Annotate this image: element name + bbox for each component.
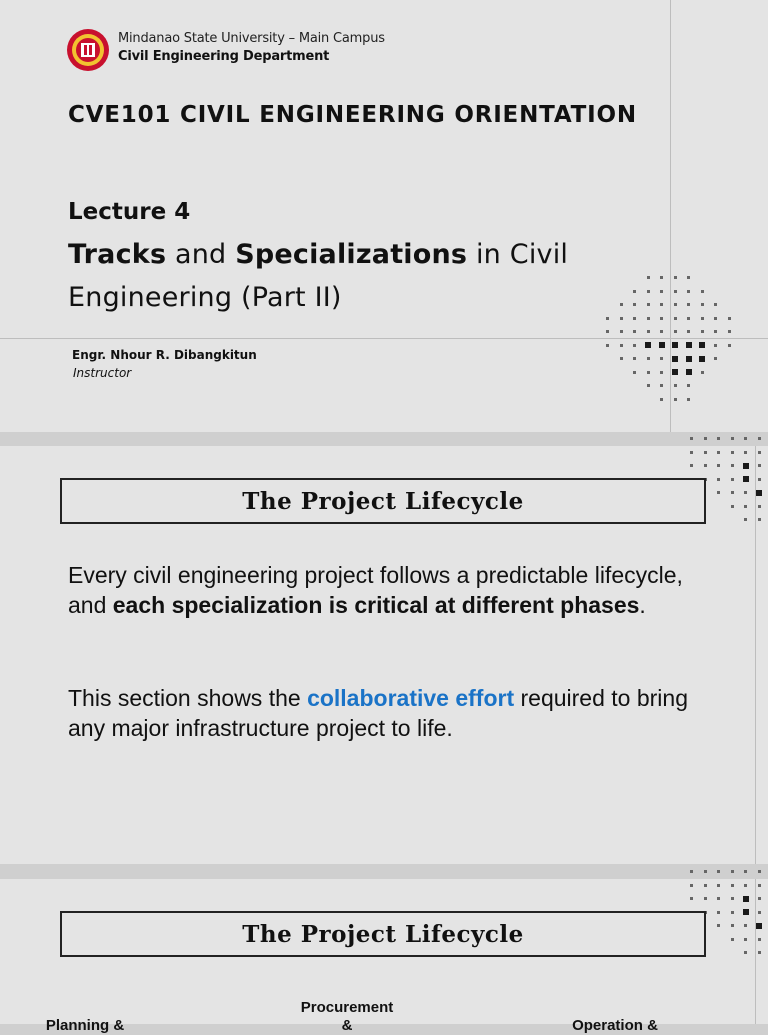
decorative-dot [660, 317, 663, 320]
decorative-dot [674, 290, 677, 293]
decorative-dot [758, 451, 761, 454]
decorative-dot [731, 478, 734, 481]
decorative-dot [660, 303, 663, 306]
title-bold-specializations: Specializations [235, 239, 468, 270]
decorative-dot [744, 870, 747, 873]
decorative-dot [758, 518, 761, 521]
divider-horizontal [0, 338, 768, 339]
decorative-dot [633, 357, 636, 360]
decorative-dot [699, 342, 705, 348]
decorative-dot [717, 884, 720, 887]
decorative-dot [758, 951, 761, 954]
decorative-dot [744, 437, 747, 440]
decorative-dot [620, 330, 623, 333]
decorative-dot [620, 303, 623, 306]
decorative-dot [758, 911, 761, 914]
decorative-dot [704, 464, 707, 467]
decorative-dot [647, 290, 650, 293]
decorative-dot [728, 330, 731, 333]
decorative-dot [731, 911, 734, 914]
decorative-dot [659, 342, 665, 348]
decorative-dot [647, 303, 650, 306]
decorative-dot [731, 451, 734, 454]
decorative-dot [620, 344, 623, 347]
decorative-dot [717, 491, 720, 494]
decorative-dot [690, 451, 693, 454]
divider-vertical [670, 0, 671, 432]
p1-start: Every civil engineering project follows a predictable lifecycle, and [68, 562, 683, 618]
decorative-dot [687, 398, 690, 401]
p2-end: required to bring any major infrastructure project to life. [68, 685, 688, 741]
decorative-dot [647, 317, 650, 320]
decorative-dot [743, 909, 749, 915]
title-rest: in Civil Engineering (Part II) [68, 239, 569, 313]
decorative-dot [731, 938, 734, 941]
decorative-dot [744, 924, 747, 927]
decorative-dot [714, 357, 717, 360]
decorative-dot [672, 356, 678, 362]
decorative-dot [660, 290, 663, 293]
decorative-dot [606, 317, 609, 320]
decorative-dot [647, 357, 650, 360]
decorative-dot [687, 330, 690, 333]
phase-planning-label: Planning & [45, 1017, 125, 1034]
divider-vertical [755, 446, 756, 864]
decorative-dot [731, 884, 734, 887]
decorative-dot [686, 342, 692, 348]
paragraph-lifecycle [68, 560, 718, 620]
decorative-dot [717, 897, 720, 900]
decorative-dot [714, 344, 717, 347]
decorative-dot [686, 356, 692, 362]
decorative-dot [744, 938, 747, 941]
decorative-dot [606, 344, 609, 347]
decorative-dot [647, 276, 650, 279]
decorative-dot [731, 505, 734, 508]
decorative-dot [744, 884, 747, 887]
decorative-dot [731, 897, 734, 900]
decorative-dot [714, 330, 717, 333]
decorative-dot [756, 923, 762, 929]
decorative-dot [660, 357, 663, 360]
decorative-dot [674, 384, 677, 387]
decorative-dot [690, 437, 693, 440]
decorative-dot [633, 344, 636, 347]
decorative-dot [701, 371, 704, 374]
lifecycle-phases-slide [0, 879, 768, 1034]
decorative-dot [717, 870, 720, 873]
decorative-dot [756, 490, 762, 496]
p1-bold: each specialization is critical at different phases [112, 592, 640, 618]
decorative-dot [744, 951, 747, 954]
decorative-dot [731, 870, 734, 873]
decorative-dot [758, 478, 761, 481]
decorative-dot [690, 897, 693, 900]
decorative-dot [744, 518, 747, 521]
decorative-dot [758, 884, 761, 887]
decorative-dot [674, 317, 677, 320]
divider-vertical [755, 879, 756, 1024]
decorative-dot [717, 451, 720, 454]
decorative-dot [672, 342, 678, 348]
decorative-dot [701, 317, 704, 320]
decorative-dot [731, 491, 734, 494]
p2-start: This section shows the [68, 685, 308, 711]
decorative-dot [606, 330, 609, 333]
p2-highlight: collaborative effort [307, 685, 515, 711]
lifecycle-intro-slide [0, 446, 768, 864]
decorative-dot [674, 276, 677, 279]
decorative-dot [620, 317, 623, 320]
decorative-dot [704, 897, 707, 900]
decorative-dot [633, 330, 636, 333]
decorative-dot [690, 870, 693, 873]
decorative-dot [620, 357, 623, 360]
decorative-dot [743, 476, 749, 482]
decorative-dot [758, 464, 761, 467]
decorative-dot [744, 491, 747, 494]
university-seal-icon [66, 28, 110, 72]
decorative-dot [647, 330, 650, 333]
decorative-dot [744, 451, 747, 454]
decorative-dot [731, 437, 734, 440]
decorative-dot [633, 290, 636, 293]
phase-procurement-connector: & [341, 1017, 353, 1034]
decorative-dot [687, 290, 690, 293]
decorative-dot [717, 911, 720, 914]
course-title: CVE101 CIVIL ENGINEERING ORIENTATION [68, 102, 637, 128]
decorative-dot [743, 463, 749, 469]
decorative-dot [687, 384, 690, 387]
title-slide [0, 0, 768, 432]
section-heading: The Project Lifecycle [60, 911, 706, 957]
decorative-dot [717, 924, 720, 927]
decorative-dot [758, 505, 761, 508]
instructor-role: Instructor [73, 366, 132, 380]
university-name: Mindanao State University – Main Campus [118, 31, 385, 46]
decorative-dot [717, 464, 720, 467]
decorative-dot [758, 437, 761, 440]
decorative-dot [704, 884, 707, 887]
decorative-dot [674, 398, 677, 401]
decorative-dot [660, 371, 663, 374]
title-bold-tracks: Tracks [68, 239, 167, 270]
instructor-name: Engr. Nhour R. Dibangkitun [72, 348, 257, 362]
decorative-dot [743, 896, 749, 902]
p1-end: . [639, 592, 646, 618]
decorative-dot [704, 451, 707, 454]
department-name: Civil Engineering Department [118, 49, 330, 64]
paragraph-collaboration [68, 683, 718, 743]
decorative-dot [672, 369, 678, 375]
decorative-dot [690, 464, 693, 467]
decorative-dot [660, 330, 663, 333]
decorative-dot [699, 356, 705, 362]
decorative-dot [645, 342, 651, 348]
decorative-dot [704, 437, 707, 440]
decorative-dot [731, 464, 734, 467]
decorative-dot [686, 369, 692, 375]
decorative-dot [674, 330, 677, 333]
decorative-dot [701, 303, 704, 306]
title-connector: and [166, 239, 236, 270]
decorative-dot [728, 317, 731, 320]
decorative-dot [731, 924, 734, 927]
decorative-dot [717, 478, 720, 481]
decorative-dot [744, 505, 747, 508]
decorative-dot [687, 303, 690, 306]
lecture-number: Lecture 4 [68, 199, 191, 225]
decorative-dot [633, 371, 636, 374]
decorative-dot [660, 398, 663, 401]
decorative-dot [633, 303, 636, 306]
decorative-dot [647, 384, 650, 387]
decorative-dot [704, 870, 707, 873]
decorative-dot [687, 276, 690, 279]
phase-procurement-label: Procurement [300, 999, 394, 1016]
decorative-dot [674, 303, 677, 306]
decorative-dot [714, 317, 717, 320]
decorative-dot [758, 938, 761, 941]
decorative-dot [728, 344, 731, 347]
decorative-dot [701, 330, 704, 333]
phase-operation-label: Operation & [572, 1017, 658, 1034]
decorative-dot [687, 317, 690, 320]
decorative-dot [758, 897, 761, 900]
decorative-dot [717, 437, 720, 440]
decorative-dot [701, 290, 704, 293]
decorative-dot [660, 384, 663, 387]
decorative-dot [758, 870, 761, 873]
lecture-title [68, 233, 638, 319]
decorative-dot [660, 276, 663, 279]
decorative-dot [714, 303, 717, 306]
decorative-dot [690, 884, 693, 887]
decorative-dot [647, 371, 650, 374]
decorative-dot [633, 317, 636, 320]
section-heading: The Project Lifecycle [60, 478, 706, 524]
